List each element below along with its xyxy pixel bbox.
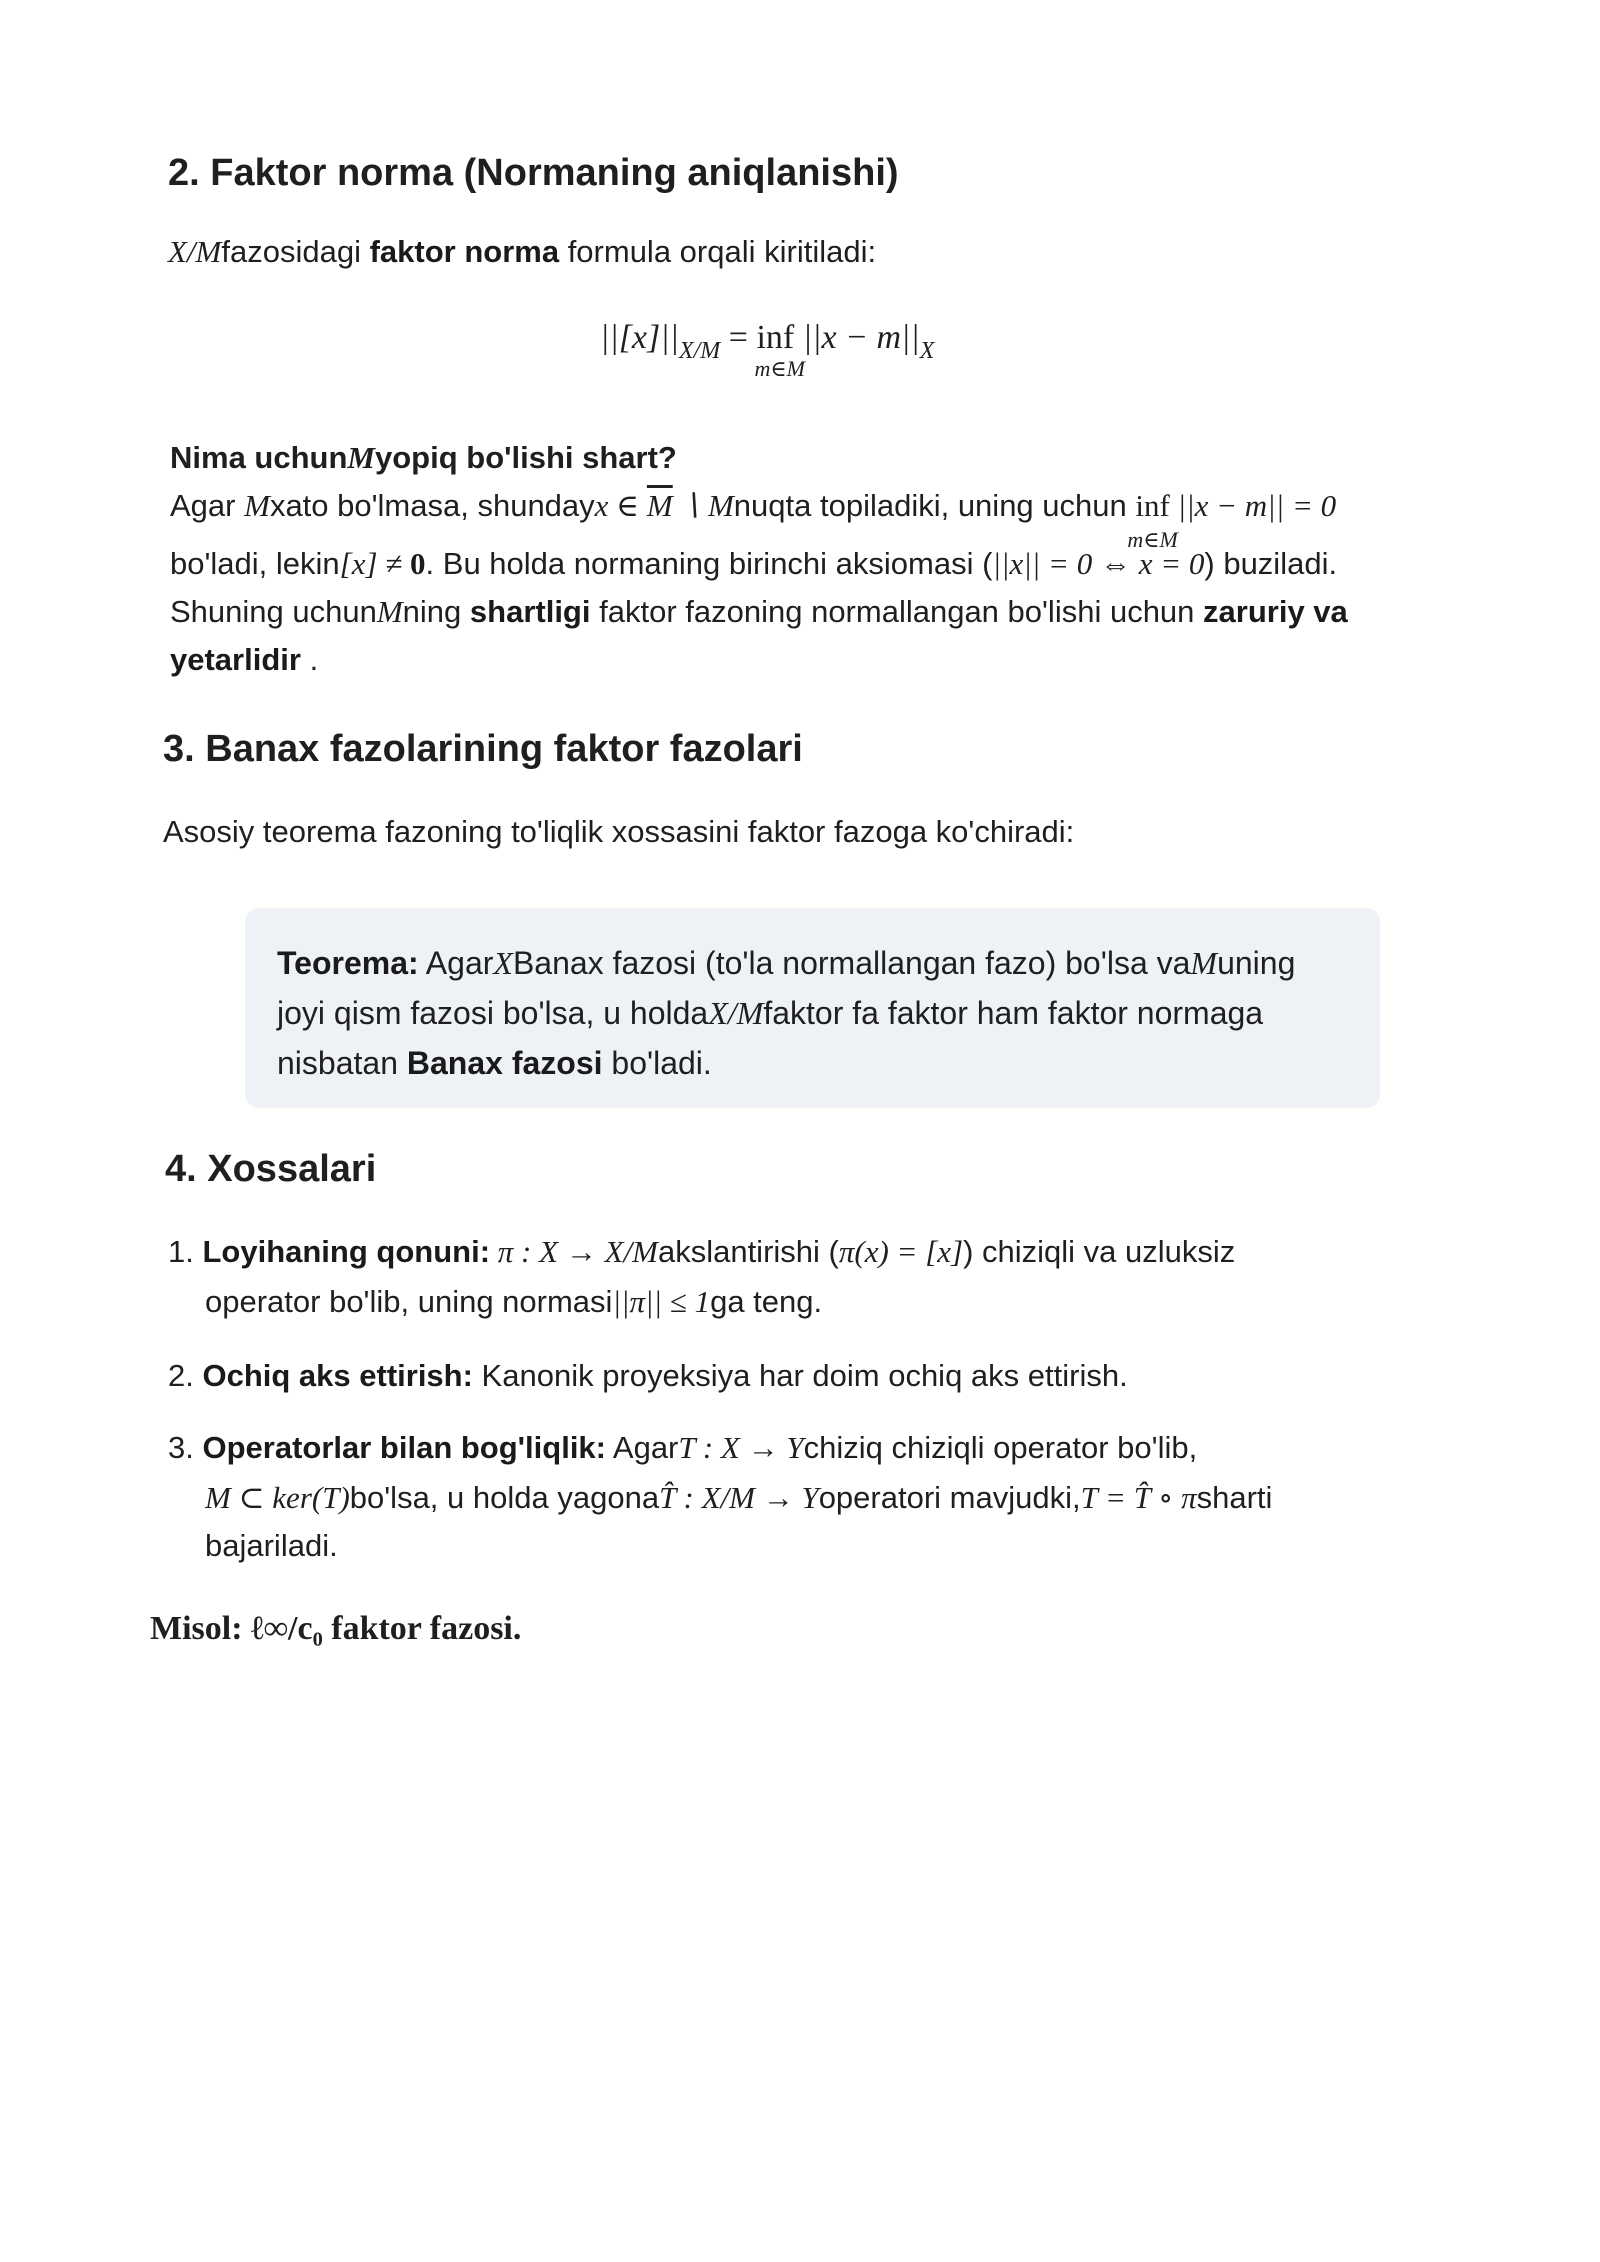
question-title: Nima uchunMyopiq bo'lishi shart?: [170, 440, 677, 475]
list-item-2: 2. Ochiq aks ettirish: Kanonik proyeksiya har doim ochiq aks ettirish.: [168, 1358, 1128, 1393]
theorem-line-1: Teorema: AgarXBanax fazosi (to'la normallangan fazo) bo'lsa vaMuning: [277, 945, 1296, 981]
section-3-heading: 3. Banax fazolarining faktor fazolari: [163, 728, 803, 770]
inf-operator-inline: inf m∈M: [1127, 488, 1178, 552]
example-heading: Misol: ℓ∞/c₀ faktor fazosi.: [150, 1610, 522, 1647]
section-2-intro: X/Mfazosidagi faktor norma formula orqali kiritiladi:: [168, 234, 877, 269]
section-3-intro: Asosiy teorema fazoning to'liqlik xossasini faktor fazoga ko'chiradi:: [163, 814, 1075, 849]
list-item-3-end: bajariladi.: [205, 1528, 338, 1563]
question-paragraph-line-2: bo'ladi, lekin[x] ≠ 0. Bu holda normaning birinchi aksiomasi (||x|| = 0 ⇔ x = 0) buziladi.: [170, 546, 1338, 581]
inf-operator: inf m∈M: [754, 319, 805, 381]
question-paragraph-line-4: yetarlidir .: [170, 642, 319, 677]
list-item-1: 1. Loyihaning qonuni: π : X → X/Makslantirishi (π(x) = [x]) chiziqli va uzluksiz: [168, 1234, 1236, 1269]
list-item-3: 3. Operatorlar bilan bog'liqlik: AgarT : X → Ychiziq chiziqli operator bo'lib,: [168, 1430, 1198, 1465]
list-item-1-continued: operator bo'lib, uning normasi||π|| ≤ 1ga teng.: [205, 1284, 823, 1319]
theorem-line-3: nisbatan Banax fazosi bo'ladi.: [277, 1045, 712, 1081]
math-xm: X/M: [168, 234, 222, 269]
list-item-3-continued: M ⊂ ker(T)bo'lsa, u holda yagonaT̂ : X/M → Yoperatori mavjudki,T = T̂ ∘ πsharti: [205, 1480, 1273, 1515]
question-paragraph-line-3: Shuning uchunMning shartligi faktor fazoning normallangan bo'lishi uchun zaruriy va: [170, 594, 1348, 629]
question-paragraph-line-1: Agar Mxato bo'lmasa, shundayx ∈ $\overline{M}$ ∖ Mnuqta topiladiki, uning uchun inf m∈M ||x − m|| = 0: [170, 482, 1336, 530]
section-4-heading: 4. Xossalari: [165, 1148, 377, 1190]
section-2-heading: 2. Faktor norma (Normaning aniqlanishi): [168, 152, 899, 194]
theorem-line-2: joyi qism fazosi bo'lsa, u holdaX/Mfaktor fa faktor ham faktor normaga: [277, 995, 1264, 1031]
factor-norm-formula: $||[x]||_{X/M}$ = inf m∈M $||x - m||_X$: [600, 319, 935, 381]
